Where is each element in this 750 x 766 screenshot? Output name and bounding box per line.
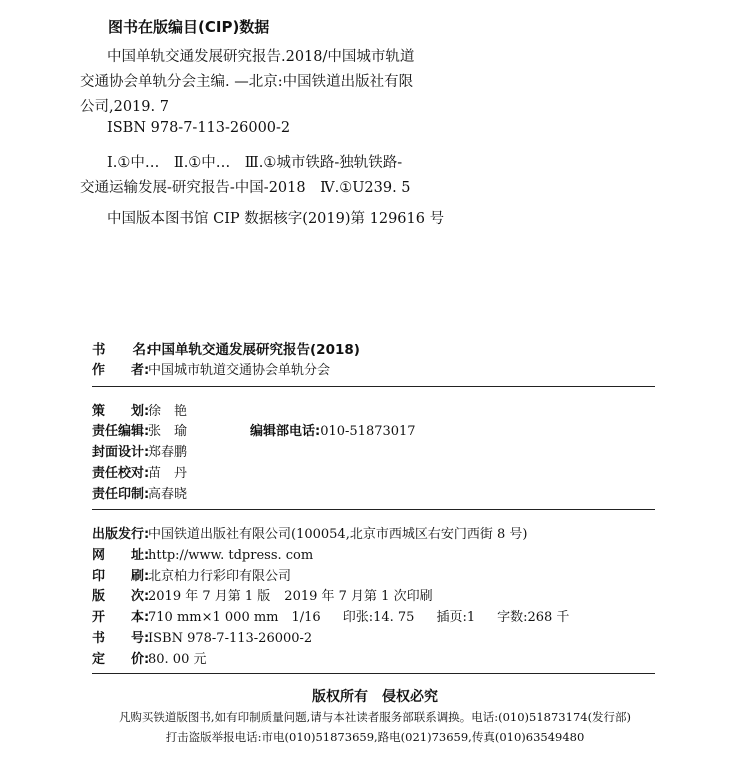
publisher-row — [92, 523, 527, 542]
publisher-value: 中国铁道出版社有限公司(100054,北京市西城区右安门西街 8 号) — [148, 527, 528, 542]
edition-value: 2019 年 7 月第 1 版 — [148, 589, 271, 604]
edition-row — [92, 585, 433, 604]
planner-row — [92, 400, 187, 419]
cip-line: 交通协会单轨分会主编. —北京:中国铁道出版社有限 — [80, 74, 414, 90]
planner-value: 徐 艳 — [148, 404, 188, 419]
printer-row — [92, 565, 291, 584]
editor-value: 张 瑜 — [148, 424, 188, 439]
proofreader-value: 苗 丹 — [148, 466, 188, 481]
cip-classification: Ⅰ.①中… Ⅱ.①中… Ⅲ.①城市铁路-独轨铁路- — [107, 155, 403, 171]
price-value: 80. 00 元 — [148, 652, 207, 667]
divider — [92, 673, 655, 674]
print-manager-row — [92, 483, 187, 502]
book-title-label: 书 名: — [92, 342, 152, 358]
format-label: 开 本: — [92, 610, 150, 625]
divider — [92, 386, 655, 387]
sheets-value: 印张:14. 75 — [342, 610, 415, 625]
cover-design-row — [92, 441, 187, 460]
cover-design-value: 郑春鹏 — [148, 445, 188, 460]
editorial-phone-row — [250, 420, 416, 439]
editorial-phone-value: 010-51873017 — [320, 424, 416, 439]
printer-label: 印 刷: — [92, 569, 150, 584]
cip-line: 中国单轨交通发展研究报告.2018/中国城市轨道 — [107, 49, 415, 65]
rights-heading: 版权所有 侵权必究 — [312, 689, 438, 705]
isbn-value: ISBN 978-7-113-26000-2 — [148, 631, 313, 646]
proofreader-row — [92, 462, 187, 481]
price-label: 定 价: — [92, 652, 150, 667]
book-author-value: 中国城市轨道交通协会单轨分会 — [148, 363, 331, 378]
inserts-value: 插页:1 — [436, 610, 476, 625]
website-label: 网 址: — [92, 548, 150, 563]
cip-isbn: ISBN 978-7-113-26000-2 — [107, 120, 291, 136]
proofreader-label: 责任校对: — [92, 466, 150, 481]
planner-label: 策 划: — [92, 404, 150, 419]
isbn-row — [92, 627, 312, 646]
word-count-value: 字数:268 千 — [497, 610, 570, 625]
piracy-report-line: 打击盗版举报电话:市电(010)51873659,路电(021)73659,传真(010)63549480 — [165, 730, 585, 744]
editor-label: 责任编辑: — [92, 424, 150, 439]
book-title-row — [92, 338, 360, 358]
book-author-label: 作 者: — [92, 363, 150, 378]
print-manager-label: 责任印制: — [92, 487, 150, 502]
book-title-value: 中国单轨交通发展研究报告(2018) — [148, 342, 360, 358]
website-row — [92, 544, 313, 563]
cover-design-label: 封面设计: — [92, 445, 150, 460]
editorial-phone-label: 编辑部电话: — [250, 424, 321, 439]
publisher-label: 出版发行: — [92, 527, 150, 542]
rights-notice-line: 凡购买铁道版图书,如有印制质量问题,请与本社读者服务部联系调换。电话:(010)51873174(发行部) — [118, 710, 632, 724]
cip-record-number: 中国版本图书馆 CIP 数据核字(2019)第 129616 号 — [107, 211, 445, 227]
website-value: http://www. tdpress. com — [148, 548, 314, 563]
cip-line: 公司,2019. 7 — [80, 99, 169, 115]
printing-value: 2019 年 7 月第 1 次印刷 — [284, 589, 433, 604]
printer-value: 北京柏力行彩印有限公司 — [148, 569, 292, 584]
format-value: 710 mm×1 000 mm 1/16 — [148, 610, 321, 625]
cip-classification: 交通运输发展-研究报告-中国-2018 Ⅳ.①U239. 5 — [80, 180, 411, 196]
format-row — [92, 606, 569, 625]
edition-label: 版 次: — [92, 589, 150, 604]
price-row — [92, 648, 206, 667]
editor-row — [92, 420, 187, 439]
cip-heading: 图书在版编目(CIP)数据 — [108, 18, 270, 36]
print-manager-value: 高春晓 — [148, 487, 188, 502]
divider — [92, 509, 655, 510]
book-author-row — [92, 359, 330, 378]
isbn-label: 书 号: — [92, 631, 150, 646]
